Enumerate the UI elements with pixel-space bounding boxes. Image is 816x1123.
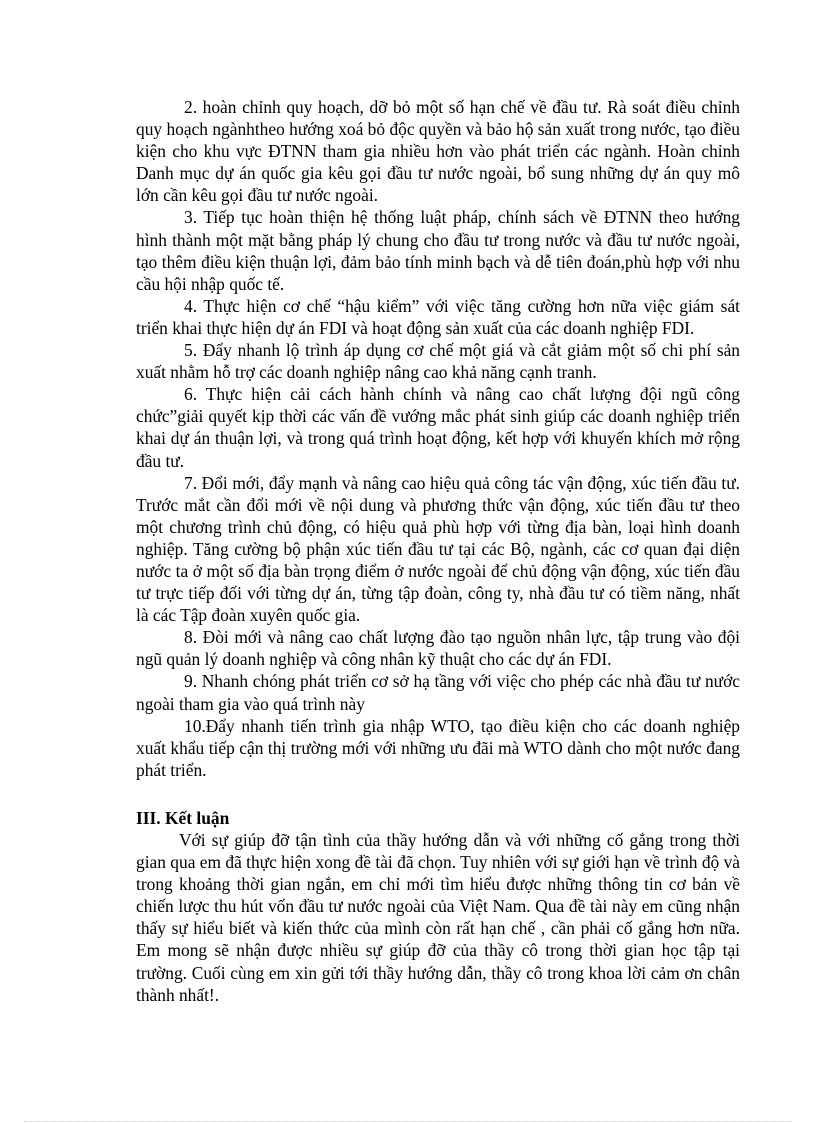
recommendation-7: 7. Đổi mới, đẩy mạnh và nâng cao hiệu quả công tác vận động, xúc tiến đầu tư. Trước mắt cần đổi mới về nội dung và phương thức vận động, xúc tiến đầu tư theo một chương trình chủ động, có hiệu quả phù hợp với từng địa bàn, loại hình doanh nghiệp. Tăng cường bộ phận xúc tiến đầu tư tại các Bộ, ngành, các cơ quan đại diện nước ta ở một số địa bàn trọng điểm ở nước ngoài để chủ động vận động, xúc tiến đầu tư trực tiếp đối với từng dự án, từng tập đoàn, công ty, nhà đầu tư có tiềm năng, nhất là các Tập đoàn xuyên quốc gia. [136,472,740,626]
recommendation-3: 3. Tiếp tục hoàn thiện hệ thống luật pháp, chính sách về ĐTNN theo hướng hình thành một mặt bằng pháp lý chung cho đầu tư trong nước và đầu tư nước ngoài, tạo thêm điều kiện thuận lợi, đảm bảo tính minh bạch và dễ tiên đoán,phù hợp với nhu cầu hội nhập quốc tế. [136,207,740,294]
conclusion-paragraph: Với sự giúp đỡ tận tình của thầy hướng dẫn và với những cố gắng trong thời gian qua em đã thực hiện xong đề tài đã chọn. Tuy nhiên với sự giới hạn về trình độ và trong khoảng thời gian ngắn, em chỉ mới tìm hiểu được những thông tin cơ bản về chiến lược thu hút vốn đầu tư nước ngoài của Việt Nam. Qua đề tài này em cũng nhận thấy sự hiểu biết và kiến thức của mình còn rất hạn chế , cần phải cố gắng hơn nữa. Em mong sẽ nhận được nhiều sự giúp đỡ của thầy cô trong thời gian học tập tại trường. Cuối cùng em xin gửi tới thầy hướng dẫn, thầy cô trong khoa lời cảm ơn chân thành nhất!. [136,830,740,1005]
recommendation-9: 9. Nhanh chóng phát triển cơ sở hạ tầng với việc cho phép các nhà đầu tư nước ngoài tham gia vào quá trình này [136,671,740,714]
recommendation-10: 10.Đẩy nhanh tiến trình gia nhập WTO, tạo điều kiện cho các doanh nghiệp xuất khẩu tiếp cận thị trường mới với những ưu đãi mà WTO dành cho một nước đang phát triển. [136,715,740,780]
recommendation-6: 6. Thực hiện cải cách hành chính và nâng cao chất lượng đội ngũ công chức”giải quyết kịp thời các vấn đề vướng mắc phát sinh giúp các doanh nghiệp triển khai dự án thuận lợi, và trong quá trình hoạt động, kết hợp với khuyến khích mở rộng đầu tư. [136,384,740,471]
recommendation-4: 4. Thực hiện cơ chế “hậu kiểm” với việc tăng cường hơn nữa việc giám sát triển khai thực hiện dự án FDI và hoạt động sản xuất của các doanh nghiệp FDI. [136,295,740,338]
conclusion-heading: III. Kết luận [136,807,230,828]
page-bottom-divider [24,1121,792,1122]
page-content [136,96,740,1006]
recommendation-5: 5. Đẩy nhanh lộ trình áp dụng cơ chế một giá và cắt giảm một số chi phí sản xuất nhằm hỗ trợ các doanh nghiệp nâng cao khả năng cạnh tranh. [136,340,740,383]
recommendation-8: 8. Đòi mới và nâng cao chất lượng đào tạo nguồn nhân lực, tập trung vào đội ngũ quản lý doanh nghiệp và công nhân kỹ thuật cho các dự án FDI. [136,627,740,670]
recommendation-2: 2. hoàn chỉnh quy hoạch, dỡ bỏ một số hạn chế về đầu tư. Rà soát điều chỉnh quy hoạch ngànhtheo hướng xoá bỏ độc quyền và bảo hộ sản xuất trong nước, tạo điều kiện cho khu vực ĐTNN tham gia nhiều hơn vào phát triển các ngành. Hoàn chỉnh Danh mục dự án quốc gia kêu gọi đầu tư nước ngoài, bổ sung những dự án quy mô lớn cần kêu gọi đầu tư nước ngoài. [136,97,740,206]
